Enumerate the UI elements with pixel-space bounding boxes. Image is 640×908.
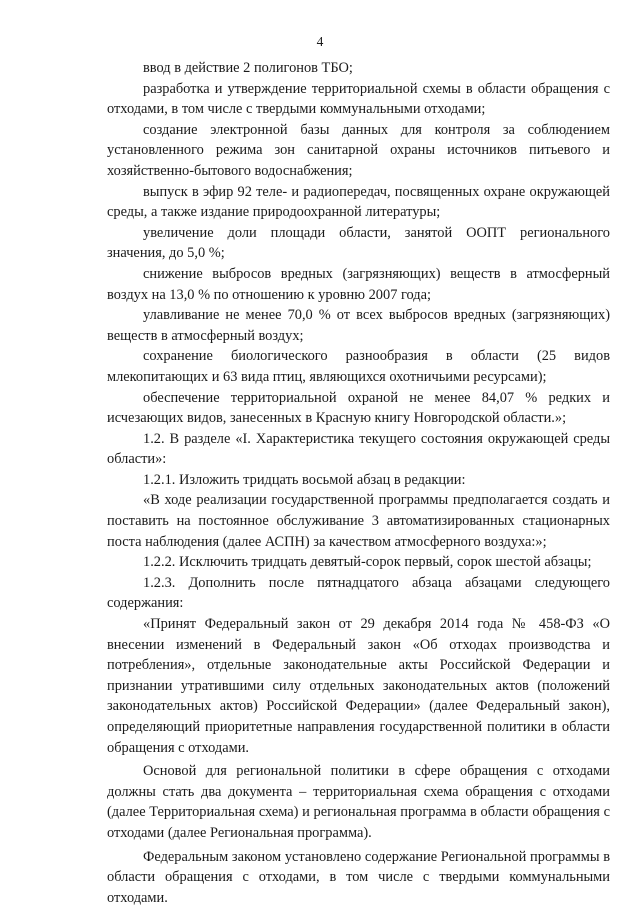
document-body: [107, 58, 610, 908]
paragraph: «В ходе реализации государственной программы предполагается создать и поставить на постоянное обслуживание 3 автоматизированных стационарных поста наблюдения (далее АСПН) за качеством атмосферного воздуха:»;: [107, 492, 610, 550]
paragraph: 1.2. В разделе «I. Характеристика текущего состояния окружающей среды области»:: [107, 430, 610, 468]
paragraph: «Принят Федеральный закон от 29 декабря 2014 года № 458-ФЗ «О внесении изменений в Федеральный закон «Об отходах производства и потребления», отдельные законодательные акты Российской Федерации и признании утратившими силу отдельных законодательных актов (положений законодательных актов) Российской Федерации» (далее Федеральный закон), определяющий приоритетные направления государственной политики в области обращения с отходами.: [107, 616, 610, 756]
paragraph: 1.2.1. Изложить тридцать восьмой абзац в редакции:: [143, 471, 466, 488]
paragraph: снижение выбросов вредных (загрязняющих) веществ в атмосферный воздух на 13,0 % по отношению к уровню 2007 года;: [107, 265, 610, 303]
paragraph: сохранение биологического разнообразия в области (25 видов млекопитающих и 63 вида птиц, являющихся охотничьими ресурсами);: [107, 348, 610, 385]
paragraph: 1.2.3. Дополнить после пятнадцатого абзаца абзацами следующего содержания:: [107, 574, 610, 612]
paragraph: создание электронной базы данных для контроля за соблюдением установленного режима зон санитарной охраны источников питьевого и хозяйственно-бытового водоснабжения;: [107, 121, 610, 179]
paragraph: обеспечение территориальной охраной не менее 84,07 % редких и исчезающих видов, занесенных в Красную книгу Новгородской области.»;: [107, 389, 610, 427]
paragraph: ввод в действие 2 полигонов ТБО;: [143, 60, 353, 76]
paragraph: выпуск в эфир 92 теле- и радиопередач, посвященных охране окружающей среды, а также издание природоохранной литературы;: [107, 183, 610, 221]
page-number: 4: [316, 34, 324, 49]
paragraph: Федеральным законом установлено содержание Региональной программы в области обращения с отходами, в том числе с твердыми коммунальными отходами.: [107, 848, 610, 906]
paragraph: 1.2.2. Исключить тридцать девятый-сорок первый, сорок шестой абзацы;: [143, 554, 592, 571]
paragraph: разработка и утверждение территориальной схемы в области обращения с отходами, в том числе с твердыми коммунальными отходами;: [107, 80, 610, 118]
paragraph: увеличение доли площади области, занятой ООПТ регионального значения, до 5,0 %;: [107, 224, 610, 262]
paragraph: улавливание не менее 70,0 % от всех выбросов вредных (загрязняющих) веществ в атмосферный воздух;: [107, 307, 610, 344]
paragraph: Основой для региональной политики в сфере обращения с отходами должны стать два документа – территориальная схема обращения с отходами (далее Территориальная схема) и региональная программа в области обращения с отходами (далее Региональная программа).: [107, 763, 610, 841]
